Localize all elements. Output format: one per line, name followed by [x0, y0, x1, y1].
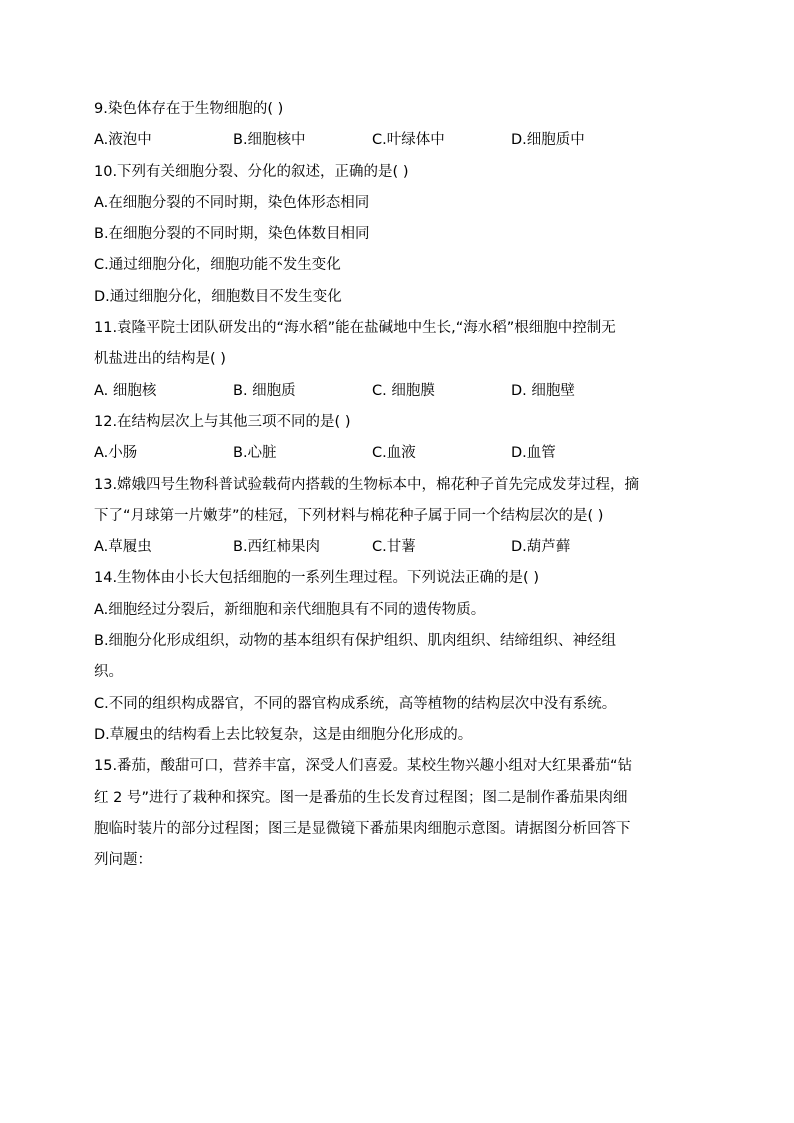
- option-a: A. 细胞核: [94, 382, 157, 399]
- options-row: [94, 532, 700, 563]
- option-a: A.小肠: [94, 445, 138, 462]
- question-10: [94, 157, 700, 313]
- option-c: C.通过细胞分化，细胞功能不发生变化: [94, 257, 341, 274]
- option-d: D. 细胞壁: [511, 382, 575, 399]
- question-15: [94, 751, 700, 876]
- question-stem-line-1: 11.袁隆平院士团队研发出的“海水稻”能在盐碱地中生长,“海水稻”根细胞中控制无: [94, 320, 616, 337]
- option-c: C.甘薯: [372, 539, 416, 556]
- question-stem: 12.在结构层次上与其他三项不同的是( ): [94, 413, 351, 430]
- option-c: C.不同的组织构成器官，不同的器官构成系统，高等植物的结构层次中没有系统。: [94, 695, 617, 712]
- question-13: [94, 470, 700, 564]
- option-c: C.叶绿体中: [372, 132, 445, 149]
- option-d: D.葫芦藓: [511, 539, 571, 556]
- option-a: A.在细胞分裂的不同时期，染色体形态相同: [94, 194, 370, 211]
- question-14: [94, 563, 700, 751]
- question-stem-line-1: 15.番茄，酸甜可口，营养丰富，深受人们喜爱。某校生物兴趣小组对大红果番茄“钻: [94, 758, 633, 775]
- option-d: D.草履虫的结构看上去比较复杂，这是由细胞分化形成的。: [94, 726, 473, 743]
- option-d: D.细胞质中: [511, 132, 585, 149]
- question-stem: 14.生物体由小长大包括细胞的一系列生理过程。下列说法正确的是( ): [94, 570, 539, 587]
- option-c: C.血液: [372, 445, 416, 462]
- question-stem: 10.下列有关细胞分裂、分化的叙述，正确的是( ): [94, 163, 409, 180]
- option-d: D.通过细胞分化，细胞数目不发生变化: [94, 288, 342, 305]
- question-stem-line-4: 列问题：: [94, 852, 152, 869]
- options-row: [94, 376, 700, 407]
- option-b: B. 细胞质: [233, 382, 296, 399]
- question-11: [94, 313, 700, 407]
- option-b: B.细胞核中: [233, 132, 306, 149]
- option-b: B.心脏: [233, 445, 277, 462]
- option-b: B.在细胞分裂的不同时期，染色体数目相同: [94, 226, 370, 243]
- question-9: [94, 94, 700, 157]
- option-b-line-1: B.细胞分化形成组织，动物的基本组织有保护组织、肌肉组织、结缔组织、神经组: [94, 633, 617, 650]
- question-12: [94, 407, 700, 470]
- question-stem-line-2: 机盐进出的结构是( ): [94, 351, 226, 368]
- exam-page: [94, 94, 700, 876]
- option-a: A.草履虫: [94, 539, 152, 556]
- question-stem-line-2: 下了“月球第一片嫩芽”的桂冠，下列材料与棉花种子属于同一个结构层次的是( ): [94, 507, 604, 524]
- option-b-line-2: 织。: [94, 664, 123, 681]
- option-d: D.血管: [511, 445, 556, 462]
- option-a: A.细胞经过分裂后，新细胞和亲代细胞具有不同的遗传物质。: [94, 601, 486, 618]
- question-stem: 9.染色体存在于生物细胞的( ): [94, 101, 284, 117]
- options-row: [94, 438, 700, 469]
- question-stem-line-2: 红 2 号”进行了栽种和探究。图一是番茄的生长发育过程图；图二是制作番茄果肉细: [94, 789, 628, 806]
- question-stem-line-3: 胞临时装片的部分过程图；图三是显微镜下番茄果肉细胞示意图。请据图分析回答下: [94, 820, 631, 837]
- option-a: A.液泡中: [94, 132, 152, 149]
- question-stem-line-1: 13.嫦娥四号生物科普试验载荷内搭载的生物标本中，棉花种子首先完成发芽过程，摘: [94, 476, 640, 493]
- option-c: C. 细胞膜: [372, 382, 435, 399]
- options-row: [94, 125, 700, 156]
- option-b: B.西红柿果肉: [233, 539, 321, 556]
